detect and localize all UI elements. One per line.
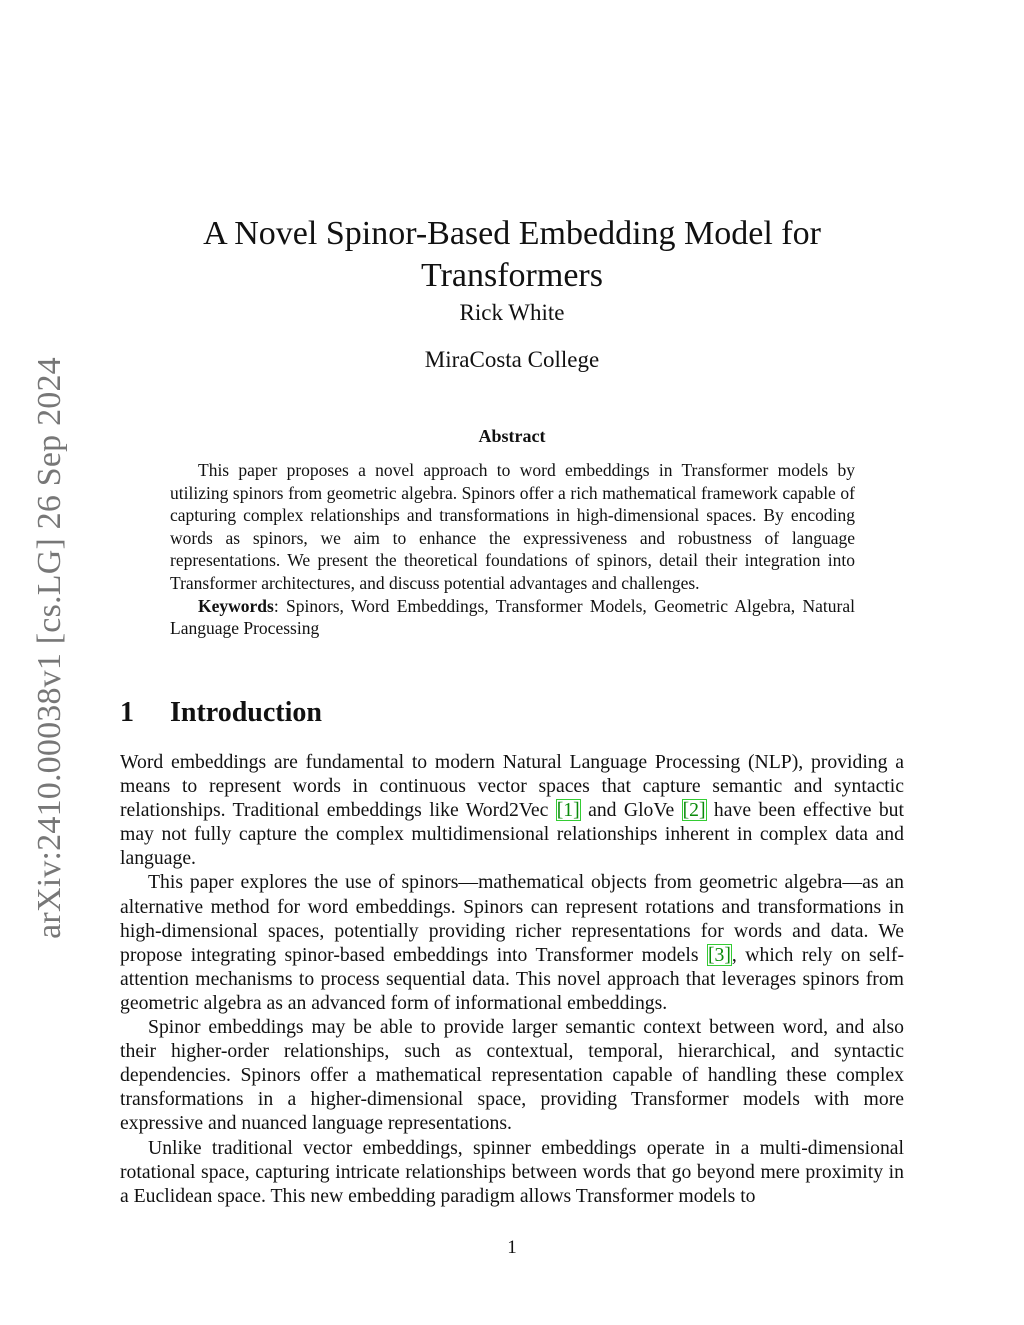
paragraph: Unlike traditional vector embeddings, spinner embeddings operate in a multi-dimensional rotational space, capturing intricate relationships between words that go beyond mere proximity in a Euclidean space. This new embedding paradigm allows Transformer models to xyxy=(120,1136,904,1207)
paragraph xyxy=(120,870,904,1015)
keywords-label: Keywords xyxy=(198,595,274,616)
paragraph-text: Word embeddings are fundamental to modern Natural Language Processing (NLP), providing a means to represent words in continuous vector spaces that capture semantic and syntactic relationships. Traditional embeddings like Word2Vec xyxy=(120,751,904,822)
citation-link[interactable]: [1] xyxy=(556,799,580,822)
paragraph-text: , which rely on self-attention mechanisms to process sequential data. This novel approach that leverages spinors from geometric algebra as an advanced form of informational embeddings. xyxy=(120,943,905,1014)
abstract-text: This paper proposes a novel approach to word embeddings in Transformer models by utilizing spinors from geometric algebra. Spinors offer a rich mathematical framework capable of capturing complex relationships and transformations in high-dimensional spaces. By encoding words as spinors, we aim to enhance the expressiveness and robustness of language representations. We present the theoretical foundations of spinors, detail their integration into Transformer architectures, and discuss potential advantages and challenges. xyxy=(170,460,855,593)
introduction-body xyxy=(120,750,904,1208)
keywords-line xyxy=(170,595,855,640)
paragraph-text: This paper explores the use of spinors—mathematical objects from geometric algebra—as an alternative method for word embeddings. Spinors can represent rotations and transformations in high-dimensional spaces, potentially providing richer representations for words and data. We propose integrating spinor-based embeddings into Transformer models xyxy=(120,871,904,966)
paragraph xyxy=(120,750,904,870)
keywords-list: : Spinors, Word Embeddings, Transformer Models, Geometric Algebra, Natural Language Processing xyxy=(170,595,855,639)
author-affiliation: MiraCosta College xyxy=(424,347,600,372)
paragraph-text: and GloVe xyxy=(580,799,682,822)
paragraph: Spinor embeddings may be able to provide larger semantic context between word, and also their higher-order relationships, such as contextual, temporal, hierarchical, and syntactic dependencies. Spinors offer a mathematical representation capable of handling these complex transformations in a higher-dimensional space, providing Transformer models with more expressive and nuanced language representations. xyxy=(120,1016,904,1135)
citation-link[interactable]: [2] xyxy=(682,799,706,822)
arxiv-identifier-stamp xyxy=(30,356,70,940)
paragraph-text: have been effective but may not fully capture the complex multidimensional relationships inherent in complex data and language. xyxy=(120,799,904,870)
paper-title-line-1: A Novel Spinor-Based Embedding Model for xyxy=(203,214,821,252)
citation-link[interactable]: [3] xyxy=(707,943,731,966)
arxiv-identifier-text: arXiv:2410.00038v1 [cs.LG] 26 Sep 2024 xyxy=(31,357,68,939)
paper-title xyxy=(150,213,874,297)
paper-title-line-2: Transformers xyxy=(421,256,603,294)
page-number: 1 xyxy=(507,1237,517,1258)
abstract-heading: Abstract xyxy=(478,426,546,446)
abstract-body xyxy=(170,459,855,640)
author-name: Rick White xyxy=(459,300,565,325)
section-number: 1 xyxy=(120,697,134,728)
section-title: Introduction xyxy=(170,697,322,728)
section-heading-introduction xyxy=(120,697,904,729)
